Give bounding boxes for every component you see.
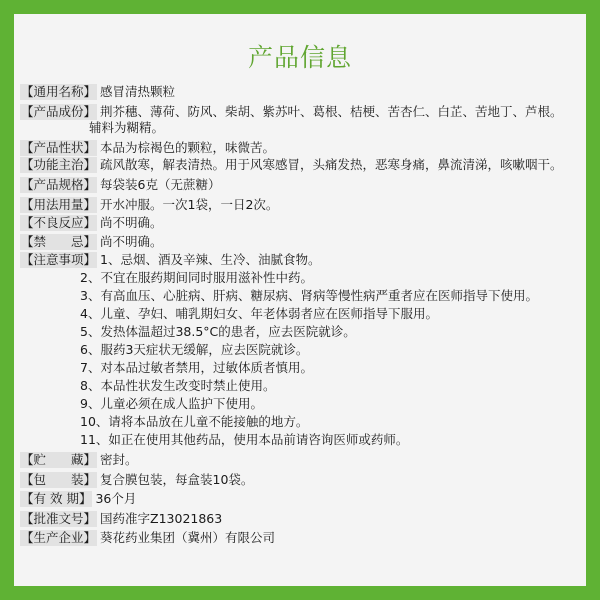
precaution-item: 9、儿童必须在成人监护下使用。 — [80, 396, 263, 411]
value-ingredients-excipient: 辅料为糊精。 — [89, 120, 165, 135]
label-adverse: 【不良反应】 — [21, 215, 97, 230]
value-adverse: 尚不明确。 — [100, 215, 163, 230]
row-indications — [20, 157, 590, 173]
value-generic-name: 感冒清热颗粒 — [100, 84, 176, 99]
value-storage: 密封。 — [100, 452, 138, 467]
page-title: 产品信息 — [247, 43, 352, 72]
row-manufacturer — [20, 530, 590, 546]
row-dosage — [20, 197, 590, 213]
label-storage: 【贮 藏】 — [21, 452, 97, 467]
precaution-item: 2、不宜在服药期间同时服用滋补性中药。 — [80, 270, 313, 285]
row-contraindications — [20, 234, 590, 250]
precaution-item: 1、忌烟、酒及辛辣、生冷、油腻食物。 — [100, 252, 321, 267]
value-properties: 本品为棕褐色的颗粒，味微苦。 — [100, 140, 276, 155]
label-indications: 【功能主治】 — [21, 157, 97, 172]
label-precautions: 【注意事项】 — [21, 252, 97, 267]
value-packaging: 复合膜包装，每盒装10袋。 — [100, 472, 254, 487]
value-ingredients: 荆芥穗、薄荷、防风、柴胡、紫苏叶、葛根、桔梗、苦杏仁、白芷、苦地丁、芦根。 — [100, 104, 563, 119]
precaution-item: 8、本品性状发生改变时禁止使用。 — [80, 378, 276, 393]
value-manufacturer: 葵花药业集团（冀州）有限公司 — [100, 530, 276, 545]
label-approval: 【批准文号】 — [21, 511, 97, 526]
value-contraindications: 尚不明确。 — [100, 234, 163, 249]
label-dosage: 【用法用量】 — [21, 197, 97, 212]
label-generic-name: 【通用名称】 — [21, 84, 97, 99]
value-indications: 疏风散寒，解表清热。用于风寒感冒，头痛发热，恶寒身痛，鼻流清涕，咳嗽咽干。 — [100, 157, 563, 172]
label-specification: 【产品规格】 — [21, 177, 97, 192]
precaution-item: 5、发热体温超过38.5°C的患者，应去医院就诊。 — [80, 324, 356, 339]
precaution-item: 7、对本品过敏者禁用，过敏体质者慎用。 — [80, 360, 313, 375]
value-specification: 每袋装6克（无蔗糖） — [100, 177, 221, 192]
row-ingredients — [20, 104, 590, 136]
row-properties — [20, 140, 590, 156]
row-specification — [20, 177, 590, 193]
precaution-item: 6、服药3天症状无缓解，应去医院就诊。 — [80, 342, 309, 357]
label-contraindications: 【禁 忌】 — [21, 234, 97, 249]
label-manufacturer: 【生产企业】 — [21, 530, 97, 545]
label-properties: 【产品性状】 — [21, 140, 97, 155]
label-ingredients: 【产品成份】 — [21, 104, 97, 119]
precaution-item: 11、如正在使用其他药品，使用本品前请咨询医师或药师。 — [80, 432, 409, 447]
value-validity: 36个月 — [95, 491, 137, 506]
label-packaging: 【包 装】 — [21, 472, 97, 487]
row-generic-name — [20, 84, 590, 100]
row-storage — [20, 452, 590, 468]
value-approval: 国药准字Z13021863 — [100, 511, 223, 526]
label-validity: 【有 效 期】 — [21, 491, 92, 506]
row-validity — [20, 491, 590, 507]
row-precautions — [20, 252, 590, 268]
row-approval — [20, 511, 590, 527]
precaution-item: 4、儿童、孕妇、哺乳期妇女、年老体弱者应在医师指导下服用。 — [80, 306, 438, 321]
precaution-item: 3、有高血压、心脏病、肝病、糖尿病、肾病等慢性病严重者应在医师指导下使用。 — [80, 288, 538, 303]
precaution-item: 10、请将本品放在儿童不能接触的地方。 — [80, 414, 309, 429]
row-adverse — [20, 215, 590, 231]
row-packaging — [20, 472, 590, 488]
value-dosage: 开水冲服。一次1袋，一日2次。 — [100, 197, 279, 212]
